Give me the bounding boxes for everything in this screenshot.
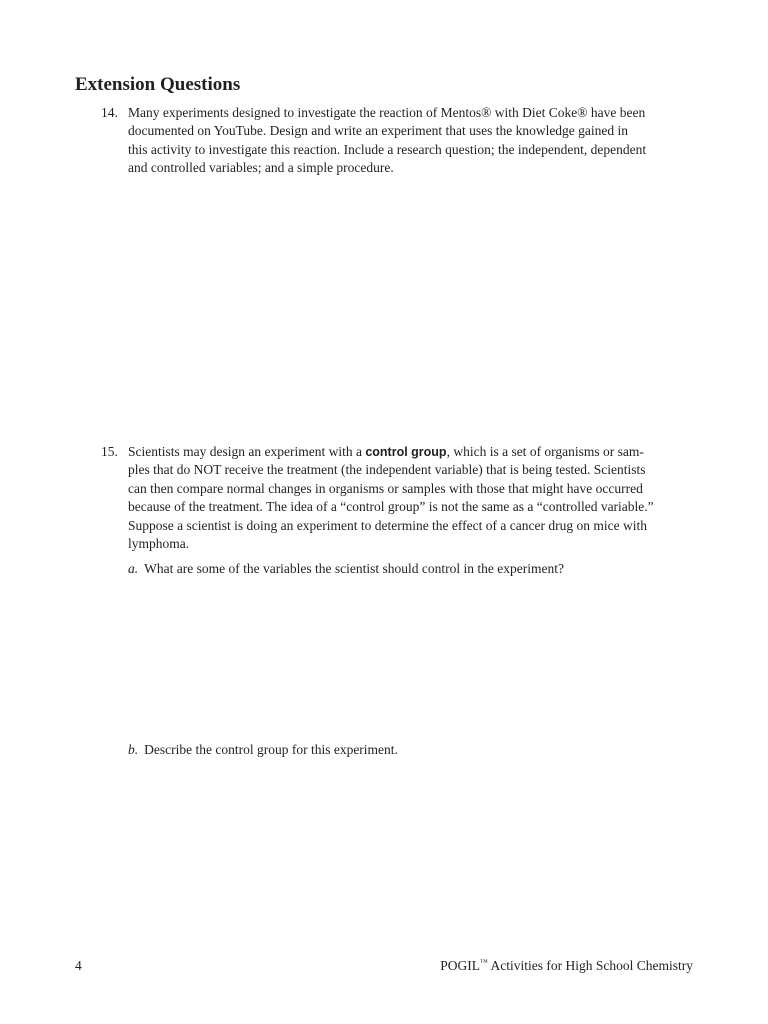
question-14 (101, 104, 693, 178)
bold-term: control group (365, 445, 447, 459)
footer-subtitle: Activities for High School Chemistry (487, 958, 693, 973)
section-heading: Extension Questions (75, 74, 241, 95)
text-line (128, 443, 693, 461)
text-line: this activity to investigate this reaction. Include a research question; the independent, dependent (128, 141, 647, 157)
question-number: 15. (101, 444, 118, 459)
sub-question-b (128, 741, 398, 759)
question-15 (101, 443, 693, 553)
footer-brand: POGIL (440, 958, 481, 973)
text-line: because of the treatment. The idea of a “control group” is not the same as a “controlled variable.” (128, 499, 654, 515)
page-number: 4 (75, 958, 82, 973)
text-line: can then compare normal changes in organisms or samples with those that might have occurred (128, 480, 643, 496)
text-line: Many experiments designed to investigate the reaction of Mentos® with Diet Coke® have been (128, 105, 646, 120)
question-text (128, 443, 693, 553)
text-line: Suppose a scientist is doing an experiment to determine the effect of a cancer drug on mice with (128, 517, 647, 533)
text-segment: Scientists may design an experiment with a (128, 444, 366, 459)
text-line: documented on YouTube. Design and write an experiment that uses the knowledge gained in (128, 123, 629, 139)
sub-question-letter: a. (128, 561, 139, 576)
sub-question-letter: b. (128, 742, 139, 757)
footer-title (440, 958, 693, 974)
text-segment: , which is a set of organisms or sam- (446, 444, 644, 459)
question-text (128, 104, 693, 178)
text-line: ples that do NOT receive the treatment (the independent variable) that is being tested. Scientists (128, 462, 646, 478)
text-line: lymphoma. (128, 536, 190, 552)
question-number: 14. (101, 105, 118, 120)
sub-question-a (128, 560, 564, 578)
sub-question-text: What are some of the variables the scientist should control in the experiment? (144, 561, 564, 576)
trademark-symbol: ™ (480, 957, 488, 967)
sub-question-text: Describe the control group for this experiment. (144, 742, 398, 757)
text-line: and controlled variables; and a simple procedure. (128, 160, 394, 176)
